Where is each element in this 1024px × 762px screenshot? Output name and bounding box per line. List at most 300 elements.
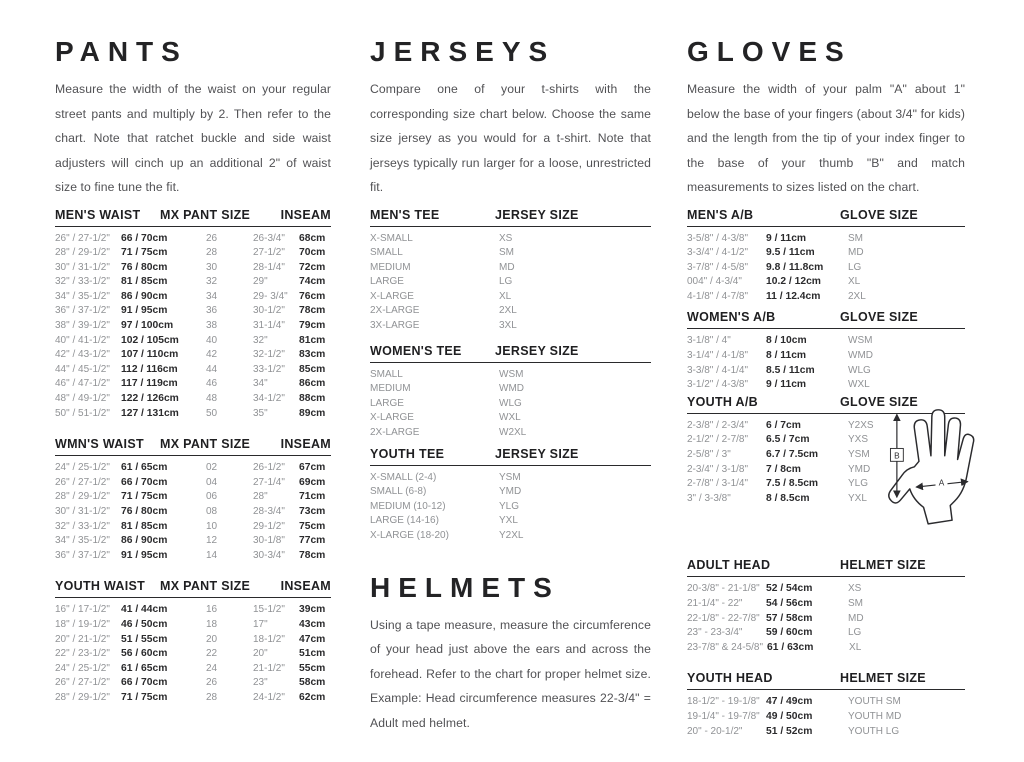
- pant-size-cell: 14: [206, 549, 218, 561]
- inseam-cm-cell: 83cm: [299, 349, 326, 361]
- table-row: [687, 246, 965, 261]
- table-header-row: [55, 579, 331, 598]
- inseam-cm-cell: 73cm: [299, 506, 326, 517]
- size-cell: XS: [848, 583, 862, 595]
- inseam-cm-cell: 89cm: [299, 407, 326, 419]
- measure-inches-cell: 3-7/8" / 4-5/8": [687, 261, 749, 273]
- waist-cm-cell: 41 / 44cm: [121, 604, 168, 616]
- tee-size-cell: X-LARGE (18-20): [370, 530, 449, 541]
- table-body: [687, 690, 965, 739]
- table-row: [370, 232, 651, 247]
- size-cell: Y2XS: [848, 419, 874, 431]
- jersey-size-cell: WXL: [499, 412, 521, 424]
- waist-cm-cell: 122 / 126cm: [121, 393, 179, 405]
- measure-cm-cell: 7 / 8cm: [766, 463, 801, 475]
- tee-size-cell: X-SMALL (2-4): [370, 471, 437, 483]
- jersey-size-cell: WLG: [499, 397, 522, 409]
- column-header: MX PANT SIZE: [160, 207, 251, 222]
- measure-inches-cell: 2-1/2" / 2-7/8": [687, 434, 749, 446]
- table-row: [55, 304, 331, 319]
- table-row: [55, 392, 331, 407]
- measure-cm-cell: 6.5 / 7cm: [766, 434, 810, 446]
- column-header: ADULT HEAD: [687, 558, 771, 573]
- pant-size-cell: 04: [206, 476, 218, 488]
- size-cell: WXL: [848, 379, 870, 391]
- waist-inches-cell: 36" / 37-1/2": [55, 549, 110, 561]
- inseam-cm-cell: 88cm: [299, 393, 326, 405]
- gloves-description: Measure the width of your palm "A" about 1" below the base of your fingers (about 3/4" for kids) and the length from the tip of your index finger to the base of your thumb "B" and match measurements to sizes listed on the chart.: [687, 82, 965, 194]
- table-body: [687, 329, 965, 392]
- column-header: INSEAM: [280, 437, 331, 452]
- table-header-row: [687, 558, 965, 577]
- pant-size-cell: 08: [206, 506, 218, 517]
- measure-inches-cell: 3-1/4" / 4-1/8": [687, 350, 749, 362]
- table-row: [370, 319, 651, 334]
- jersey-size-cell: 3XL: [499, 320, 517, 332]
- waist-cm-cell: 61 / 65cm: [121, 662, 168, 674]
- pant-size-cell: 44: [206, 363, 218, 375]
- waist-cm-cell: 76 / 80cm: [121, 261, 168, 273]
- tee-size-cell: MEDIUM: [370, 261, 411, 273]
- womens-glove-table: [687, 310, 965, 392]
- waist-inches-cell: 36" / 37-1/2": [55, 305, 110, 317]
- waist-inches-cell: 18" / 19-1/2": [55, 618, 110, 630]
- jersey-size-cell: XL: [499, 290, 512, 302]
- measure-cm-cell: 6.7 / 7.5cm: [766, 449, 819, 461]
- table-header-row: [370, 447, 651, 466]
- measure-inches-cell: 20" - 20-1/2": [687, 725, 743, 737]
- pant-size-cell: 12: [206, 535, 218, 547]
- inseam-inches-cell: 34-1/2": [253, 393, 285, 405]
- inseam-inches-cell: 27-1/2": [253, 247, 285, 259]
- waist-inches-cell: 32" / 33-1/2": [55, 276, 110, 288]
- table-header-row: [370, 208, 651, 227]
- table-row: [55, 549, 331, 564]
- table-row: [55, 618, 331, 633]
- jersey-size-cell: LG: [499, 276, 513, 288]
- inseam-cm-cell: 78cm: [299, 549, 326, 561]
- waist-inches-cell: 28" / 29-1/2": [55, 491, 110, 503]
- table-row: [55, 232, 331, 247]
- waist-inches-cell: 50" / 51-1/2": [55, 407, 110, 419]
- mens-tee-table: [370, 208, 651, 334]
- size-cell: XL: [849, 641, 862, 653]
- table-row: [55, 505, 331, 520]
- table-row: [55, 246, 331, 261]
- youth-waist-table: [55, 579, 331, 705]
- table-row: [55, 275, 331, 290]
- waist-cm-cell: 66 / 70cm: [121, 677, 168, 689]
- gloves-section: [687, 38, 965, 739]
- size-cell: YOUTH LG: [848, 725, 900, 737]
- measure-inches-cell: 18-1/2" - 19-1/8": [687, 696, 760, 708]
- waist-inches-cell: 24" / 25-1/2": [55, 662, 110, 674]
- size-cell: YOUTH SM: [848, 696, 901, 708]
- measure-cm-cell: 47 / 49cm: [766, 696, 813, 708]
- inseam-cm-cell: 85cm: [299, 363, 326, 375]
- measure-inches-cell: 19-1/4" - 19-7/8": [687, 710, 760, 722]
- jerseys-description: Compare one of your t-shirts with the corresponding size chart below. Choose the same size jersey as you would for a t-shirt. Note that jerseys typically run larger for a loose, unrestricted fit.: [370, 82, 651, 194]
- size-cell: LG: [848, 627, 862, 639]
- waist-inches-cell: 44" / 45-1/2": [55, 363, 110, 375]
- table-row: [370, 246, 651, 261]
- mens-glove-table: [687, 208, 965, 305]
- table-body: [370, 363, 651, 441]
- tee-size-cell: LARGE (14-16): [370, 515, 439, 527]
- measure-inches-cell: 2-7/8" / 3-1/4": [687, 478, 749, 490]
- inseam-cm-cell: 47cm: [299, 633, 326, 645]
- measure-cm-cell: 8 / 8.5cm: [766, 492, 810, 504]
- pant-size-cell: 34: [206, 290, 218, 302]
- column-header: YOUTH HEAD: [687, 671, 773, 686]
- inseam-cm-cell: 81cm: [299, 334, 326, 346]
- size-cell: SM: [848, 598, 863, 609]
- pant-size-cell: 46: [206, 378, 218, 390]
- pant-size-cell: 24: [206, 662, 218, 674]
- jersey-size-cell: XS: [499, 232, 513, 244]
- helmets-section: [370, 571, 651, 736]
- waist-cm-cell: 76 / 80cm: [121, 506, 168, 517]
- column-header: HELMET SIZE: [840, 558, 926, 573]
- pants-title: PANTS: [55, 36, 188, 67]
- table-row: [55, 334, 331, 349]
- tee-size-cell: X-LARGE: [370, 412, 414, 424]
- glove-outline: [889, 410, 974, 524]
- table-row: [55, 534, 331, 549]
- table-header-row: [687, 208, 965, 227]
- tee-size-cell: 2X-LARGE: [370, 305, 420, 317]
- table-row: [370, 529, 651, 544]
- jerseys-title: JERSEYS: [370, 36, 556, 67]
- table-row: [370, 514, 651, 529]
- measure-cm-cell: 8 / 11cm: [766, 350, 807, 362]
- inseam-cm-cell: 72cm: [299, 261, 326, 273]
- table-body: [370, 227, 651, 334]
- inseam-cm-cell: 58cm: [299, 677, 326, 689]
- inseam-cm-cell: 68cm: [299, 232, 326, 244]
- inseam-cm-cell: 77cm: [299, 535, 326, 547]
- measure-inches-cell: 3-3/4" / 4-1/2": [687, 247, 749, 259]
- waist-cm-cell: 71 / 75cm: [121, 247, 168, 259]
- measure-cm-cell: 9.8 / 11.8cm: [766, 261, 824, 273]
- inseam-inches-cell: 23": [253, 677, 268, 689]
- table-row: [687, 695, 965, 710]
- measure-cm-cell: 7.5 / 8.5cm: [766, 478, 819, 490]
- column-header: YOUTH TEE: [370, 446, 445, 461]
- measure-cm-cell: 8.5 / 11cm: [766, 364, 815, 376]
- waist-inches-cell: 38" / 39-1/2": [55, 320, 110, 332]
- table-header-row: [370, 344, 651, 363]
- inseam-inches-cell: 17": [253, 618, 268, 630]
- inseam-inches-cell: 29-1/2": [253, 520, 285, 532]
- size-cell: LG: [848, 261, 862, 273]
- tee-size-cell: SMALL (6-8): [370, 486, 427, 498]
- jersey-size-cell: W2XL: [499, 427, 527, 439]
- jersey-size-cell: WSM: [499, 368, 524, 380]
- table-row: [370, 382, 651, 397]
- waist-cm-cell: 51 / 55cm: [121, 633, 168, 645]
- measure-cm-cell: 49 / 50cm: [766, 710, 813, 722]
- waist-inches-cell: 32" / 33-1/2": [55, 520, 110, 532]
- measure-cm-cell: 57 / 58cm: [766, 612, 813, 624]
- table-row: [687, 626, 965, 641]
- pant-size-cell: 50: [206, 407, 218, 419]
- table-row: [370, 500, 651, 515]
- jersey-size-cell: WMD: [499, 383, 524, 395]
- measure-cm-cell: 52 / 54cm: [766, 583, 813, 595]
- column-header: INSEAM: [280, 579, 331, 594]
- size-cell: XL: [848, 276, 861, 288]
- adult-head-table: [687, 558, 965, 655]
- waist-inches-cell: 26" / 27-1/2": [55, 232, 110, 244]
- size-cell: MD: [848, 612, 864, 624]
- inseam-inches-cell: 20": [253, 648, 268, 660]
- pant-size-cell: 22: [206, 648, 218, 660]
- table-row: [687, 275, 965, 290]
- column-header: GLOVE SIZE: [840, 394, 919, 409]
- measure-inches-cell: 22-1/8" - 22-7/8": [687, 612, 760, 624]
- jersey-size-cell: YMD: [499, 486, 522, 498]
- table-row: [55, 290, 331, 305]
- waist-inches-cell: 22" / 23-1/2": [55, 648, 110, 660]
- helmets-title: HELMETS: [370, 571, 560, 603]
- table-body: [55, 227, 331, 422]
- table-row: [687, 641, 965, 656]
- inseam-inches-cell: 21-1/2": [253, 662, 285, 674]
- waist-inches-cell: 26" / 27-1/2": [55, 476, 110, 488]
- jersey-size-cell: Y2XL: [499, 530, 524, 541]
- size-cell: YSM: [848, 449, 870, 461]
- pant-size-cell: 10: [206, 520, 218, 532]
- pant-size-cell: 36: [206, 305, 218, 317]
- column-header: YOUTH WAIST: [55, 579, 146, 594]
- pant-size-cell: 32: [206, 276, 218, 288]
- inseam-inches-cell: 27-1/4": [253, 476, 285, 488]
- waist-inches-cell: 34" / 35-1/2": [55, 535, 110, 547]
- table-body: [370, 466, 651, 544]
- size-cell: WSM: [848, 335, 873, 347]
- table-row: [370, 275, 651, 290]
- waist-inches-cell: 20" / 21-1/2": [55, 633, 110, 645]
- pant-size-cell: 06: [206, 491, 218, 503]
- table-row: [55, 633, 331, 648]
- inseam-inches-cell: 29": [253, 276, 268, 288]
- inseam-cm-cell: 70cm: [299, 247, 326, 259]
- waist-cm-cell: 71 / 75cm: [121, 491, 168, 503]
- waist-cm-cell: 86 / 90cm: [121, 535, 168, 547]
- pant-size-cell: 42: [206, 349, 218, 361]
- measure-cm-cell: 10.2 / 12cm: [766, 276, 821, 288]
- column-header: WOMEN'S A/B: [687, 310, 776, 325]
- waist-cm-cell: 86 / 90cm: [121, 290, 168, 302]
- youth-tee-table: [370, 447, 651, 544]
- tee-size-cell: MEDIUM (10-12): [370, 500, 446, 512]
- size-cell: YXL: [848, 492, 867, 504]
- column-header: GLOVE SIZE: [840, 310, 919, 325]
- size-cell: YMD: [848, 463, 871, 475]
- waist-inches-cell: 46" / 47-1/2": [55, 378, 110, 390]
- gloves-title: GLOVES: [687, 36, 852, 67]
- glove-measurement-diagram: [884, 402, 976, 528]
- inseam-cm-cell: 75cm: [299, 520, 326, 532]
- table-row: [55, 520, 331, 535]
- inseam-cm-cell: 76cm: [299, 290, 326, 302]
- column-header: MX PANT SIZE: [160, 437, 251, 452]
- table-row: [370, 290, 651, 305]
- jersey-size-cell: SM: [499, 247, 514, 259]
- table-row: [370, 304, 651, 319]
- table-row: [687, 378, 965, 393]
- measure-cm-cell: 54 / 56cm: [766, 598, 813, 609]
- measure-cm-cell: 9.5 / 11cm: [766, 247, 815, 259]
- measure-a-label: A: [938, 478, 945, 488]
- waist-inches-cell: 30" / 31-1/2": [55, 261, 110, 273]
- waist-cm-cell: 81 / 85cm: [121, 520, 168, 532]
- inseam-inches-cell: 30-3/4": [253, 549, 285, 561]
- womens-tee-table: [370, 344, 651, 441]
- pant-size-cell: 26: [206, 677, 218, 689]
- size-cell: MD: [848, 247, 864, 259]
- inseam-cm-cell: 79cm: [299, 320, 326, 332]
- inseam-cm-cell: 67cm: [299, 462, 326, 474]
- column-header: MX PANT SIZE: [160, 579, 251, 594]
- waist-cm-cell: 91 / 95cm: [121, 549, 168, 561]
- column-header: YOUTH A/B: [687, 394, 758, 409]
- measure-inches-cell: 23" - 23-3/4": [687, 627, 743, 639]
- waist-cm-cell: 127 / 131cm: [121, 407, 179, 419]
- tee-size-cell: X-SMALL: [370, 232, 413, 244]
- measure-cm-cell: 11 / 12.4cm: [766, 290, 821, 302]
- table-header-row: [55, 208, 331, 227]
- waist-inches-cell: 40" / 41-1/2": [55, 334, 110, 346]
- measure-cm-cell: 61 / 63cm: [767, 641, 814, 653]
- inseam-cm-cell: 71cm: [299, 491, 326, 503]
- inseam-inches-cell: 34": [253, 378, 268, 390]
- pants-description: Measure the width of the waist on your regular street pants and multiply by 2. Then refer to the chart. Note that ratchet buckle and side waist adjusters will cinch up an additional 2" of waist size to fine tune the fit.: [55, 82, 331, 194]
- measure-cm-cell: 9 / 11cm: [766, 232, 807, 244]
- tee-size-cell: MEDIUM: [370, 383, 411, 395]
- waist-cm-cell: 91 / 95cm: [121, 305, 168, 317]
- pant-size-cell: 26: [206, 232, 218, 244]
- table-row: [55, 261, 331, 276]
- waist-cm-cell: 81 / 85cm: [121, 276, 168, 288]
- womens-waist-table: [55, 437, 331, 563]
- measure-inches-cell: 004" / 4-3/4": [687, 276, 742, 288]
- inseam-cm-cell: 78cm: [299, 305, 326, 317]
- pants-section: [55, 38, 331, 706]
- size-cell: YXS: [848, 434, 869, 446]
- table-body: [55, 598, 331, 705]
- table-row: [55, 476, 331, 491]
- size-cell: WMD: [848, 350, 873, 362]
- waist-cm-cell: 46 / 50cm: [121, 618, 168, 630]
- waist-inches-cell: 16" / 17-1/2": [55, 604, 110, 616]
- column-header: JERSEY SIZE: [495, 207, 579, 222]
- jersey-size-cell: YXL: [499, 515, 518, 527]
- table-body: [687, 227, 965, 305]
- waist-cm-cell: 97 / 100cm: [121, 320, 174, 332]
- size-cell: YOUTH MD: [848, 710, 902, 722]
- tee-size-cell: LARGE: [370, 397, 404, 409]
- column-header: GLOVE SIZE: [840, 207, 919, 222]
- measure-inches-cell: 2-5/8" / 3": [687, 449, 731, 461]
- table-body: [687, 577, 965, 655]
- table-row: [370, 411, 651, 426]
- inseam-inches-cell: 28": [253, 491, 268, 503]
- waist-cm-cell: 107 / 110cm: [121, 349, 179, 361]
- mens-waist-table: [55, 208, 331, 422]
- column-header: JERSEY SIZE: [495, 446, 579, 461]
- inseam-inches-cell: 26-3/4": [253, 232, 285, 244]
- measure-inches-cell: 4-1/8" / 4-7/8": [687, 290, 749, 302]
- size-cell: SM: [848, 232, 863, 244]
- measure-inches-cell: 21-1/4" - 22": [687, 598, 743, 609]
- waist-cm-cell: 112 / 116cm: [121, 363, 178, 375]
- inseam-inches-cell: 18-1/2": [253, 633, 285, 645]
- inseam-inches-cell: 30-1/2": [253, 305, 285, 317]
- waist-cm-cell: 66 / 70cm: [121, 476, 168, 488]
- table-row: [687, 349, 965, 364]
- table-row: [687, 290, 965, 305]
- table-row: [55, 407, 331, 422]
- table-row: [55, 377, 331, 392]
- inseam-inches-cell: 35": [253, 407, 268, 419]
- inseam-cm-cell: 74cm: [299, 276, 326, 288]
- measure-cm-cell: 9 / 11cm: [766, 379, 807, 391]
- waist-cm-cell: 102 / 105cm: [121, 334, 179, 346]
- size-cell: 2XL: [848, 290, 866, 302]
- table-header-row: [55, 437, 331, 456]
- inseam-cm-cell: 69cm: [299, 476, 326, 488]
- waist-cm-cell: 61 / 65cm: [121, 462, 168, 474]
- table-row: [687, 261, 965, 276]
- table-body: [55, 456, 331, 563]
- table-row: [370, 368, 651, 383]
- table-row: [370, 485, 651, 500]
- column-header: MEN'S WAIST: [55, 207, 141, 222]
- waist-inches-cell: 48" / 49-1/2": [55, 393, 110, 405]
- measure-cm-cell: 8 / 10cm: [766, 335, 807, 347]
- table-header-row: [687, 671, 965, 690]
- pant-size-cell: 30: [206, 261, 218, 273]
- table-row: [370, 397, 651, 412]
- table-row: [687, 582, 965, 597]
- inseam-cm-cell: 39cm: [299, 604, 326, 616]
- tee-size-cell: 3X-LARGE: [370, 320, 420, 332]
- waist-inches-cell: 28" / 29-1/2": [55, 247, 110, 259]
- column-header: JERSEY SIZE: [495, 343, 579, 358]
- table-row: [55, 676, 331, 691]
- inseam-inches-cell: 26-1/2": [253, 462, 285, 474]
- table-row: [687, 364, 965, 379]
- table-row: [687, 710, 965, 725]
- pant-size-cell: 20: [206, 633, 218, 645]
- measure-inches-cell: 2-3/4" / 3-1/8": [687, 463, 749, 475]
- inseam-inches-cell: 15-1/2": [253, 604, 285, 616]
- pant-size-cell: 38: [206, 320, 218, 332]
- jerseys-section: [370, 38, 651, 735]
- inseam-cm-cell: 86cm: [299, 378, 326, 390]
- pant-size-cell: 48: [206, 393, 218, 405]
- column-header: MEN'S A/B: [687, 207, 754, 222]
- tee-size-cell: LARGE: [370, 276, 404, 288]
- size-cell: WLG: [848, 364, 871, 376]
- table-row: [55, 691, 331, 706]
- waist-inches-cell: 30" / 31-1/2": [55, 506, 110, 517]
- measure-cm-cell: 59 / 60cm: [766, 627, 813, 639]
- helmet-size-tables: [687, 558, 965, 739]
- jersey-size-cell: 2XL: [499, 305, 517, 317]
